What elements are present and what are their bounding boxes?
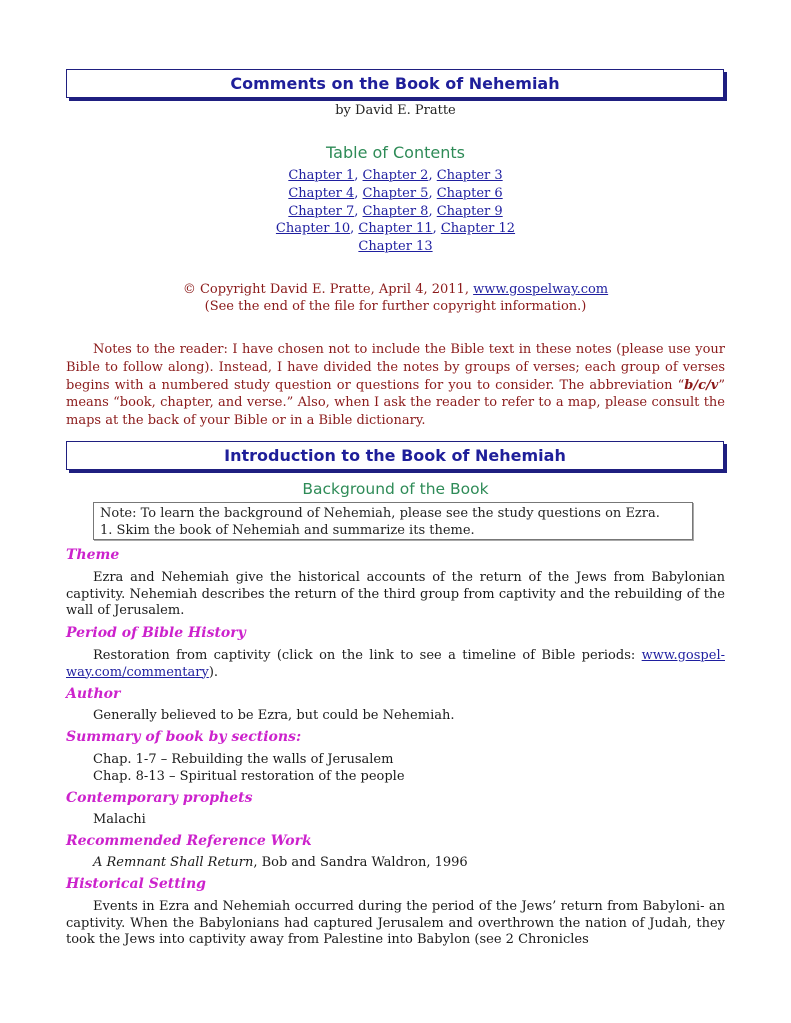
toc-link-chapter-12[interactable]: Chapter 12 xyxy=(440,221,516,237)
toc-link-chapter-11[interactable]: Chapter 11 xyxy=(358,221,433,237)
toc-link-chapter-7[interactable]: Chapter 7 xyxy=(288,203,355,219)
toc-link-chapter-4[interactable]: Chapter 4 xyxy=(288,185,355,201)
toc-link-chapter-3[interactable]: Chapter 3 xyxy=(436,168,503,183)
toc-link-chapter-9[interactable]: Chapter 9 xyxy=(436,203,503,219)
document-title: Comments on the Book of Nehemiah xyxy=(230,74,560,93)
table-of-contents xyxy=(66,167,725,256)
summary-item: Chap. 1-7 – Rebuilding the walls of Jerusalem xyxy=(93,752,394,767)
toc-link-chapter-10[interactable]: Chapter 10 xyxy=(275,221,351,237)
prophets-text: Malachi xyxy=(93,812,146,827)
period-end: ). xyxy=(208,664,219,680)
copyright-line xyxy=(66,281,725,298)
toc-link-chapter-2[interactable]: Chapter 2 xyxy=(362,168,429,183)
note-box xyxy=(93,502,693,540)
copyright-note: (See the end of the file for further copyright information.) xyxy=(204,299,587,314)
summary-item: Chap. 8-13 – Spiritual restoration of the people xyxy=(93,769,405,784)
summary-heading: Summary of book by sections: xyxy=(66,729,302,745)
notes-text-1: Notes to the reader: I have chosen not to include the Bible text in these notes (please use your Bible to follow along). Instead, I have divided the notes by groups of verses; each group of verses begins with a numbered study question or questions for you to consider. The abbreviation “ xyxy=(66,342,725,393)
note-line-1: Note: To learn the background of Nehemiah, please see the study questions on Ezra. xyxy=(100,506,660,521)
document-title-banner xyxy=(66,69,724,98)
note-line-2: 1. Skim the book of Nehemiah and summarize its theme. xyxy=(100,523,475,538)
copyright-text: © Copyright David E. Pratte, April 4, 2011, xyxy=(182,282,474,297)
author-line: by David E. Pratte xyxy=(335,103,456,118)
reference-heading: Recommended Reference Work xyxy=(66,833,312,849)
toc-row: Chapter 4, Chapter 5, Chapter 6 xyxy=(288,185,503,201)
toc-row xyxy=(66,238,725,256)
toc-row: Chapter 7, Chapter 8, Chapter 9 xyxy=(288,203,503,219)
theme-text: Ezra and Nehemiah give the historical accounts of the return of the Jews from Babylonian captivity. Nehemiah describes the return of the third group from captivity and the rebuilding of the wall of Jerusalem. xyxy=(66,570,725,619)
notes-text-2: ” means “book, chapter, and verse.” Also, when I ask the reader to refer to a map, please consult the maps at the back of your Bible or in a Bible dictionary. xyxy=(66,377,725,429)
gospelway-link[interactable]: www.gospelway.com xyxy=(473,282,609,297)
copyright-notice xyxy=(66,281,725,315)
prophets-heading: Contemporary prophets xyxy=(66,790,253,806)
notes-abbreviation: b/c/v xyxy=(684,377,719,393)
author-text: Generally believed to be Ezra, but could be Nehemiah. xyxy=(93,708,455,723)
theme-heading: Theme xyxy=(66,547,120,563)
historical-heading: Historical Setting xyxy=(66,876,206,892)
toc-heading: Table of Contents xyxy=(326,143,465,162)
toc-link-chapter-6[interactable]: Chapter 6 xyxy=(436,185,503,201)
historical-text: Events in Ezra and Nehemiah occurred during the period of the Jews’ return from Babyloni- an captivity. When the Babylonians had captured Jerusalem and overthrown the nation of Judah, they took the Jews into captivity away from Palestine into Babylon (see 2 Chronicles xyxy=(66,899,725,948)
reference-authors: , Bob and Sandra Waldron, 1996 xyxy=(253,855,468,870)
period-text: Restoration from captivity (click on the link to see a timeline of Bible periods: xyxy=(93,648,642,663)
intro-title-banner xyxy=(66,441,724,470)
summary-list xyxy=(66,751,752,785)
author-heading: Author xyxy=(66,686,121,702)
intro-title: Introduction to the Book of Nehemiah xyxy=(224,446,566,465)
commentary-link[interactable]: www.gospel-way.com/commentary xyxy=(66,648,725,680)
toc-row: Chapter 1, Chapter 2, Chapter 3 xyxy=(288,168,503,183)
background-heading: Background of the Book xyxy=(302,480,489,498)
reference-title: A Remnant Shall Return xyxy=(93,855,254,870)
toc-link-chapter-1[interactable]: Chapter 1 xyxy=(288,168,355,183)
period-heading: Period of Bible History xyxy=(66,625,246,641)
reader-notes xyxy=(66,341,725,430)
toc-link-chapter-13[interactable]: Chapter 13 xyxy=(358,239,433,255)
toc-link-chapter-8[interactable]: Chapter 8 xyxy=(362,203,429,219)
period-paragraph xyxy=(66,648,725,681)
toc-row: Chapter 10, Chapter 11, Chapter 12 xyxy=(275,221,516,237)
toc-link-chapter-5[interactable]: Chapter 5 xyxy=(362,185,429,201)
reference-text xyxy=(66,855,725,872)
